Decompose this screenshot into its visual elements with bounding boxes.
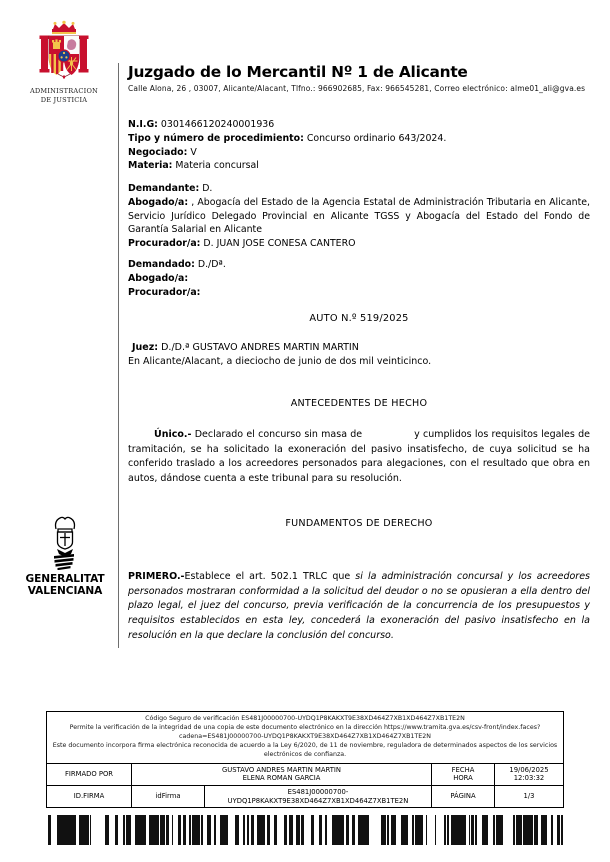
spain-coat-of-arms-icon xyxy=(28,20,100,86)
judge-name: D./D.ª GUSTAVO ANDRES MARTIN MARTIN xyxy=(161,342,359,353)
demandado-abogado-label: Abogado/a: xyxy=(128,272,189,284)
procedure-row xyxy=(128,132,590,146)
court-title: Juzgado de lo Mercantil Nº 1 de Alicante xyxy=(128,63,468,81)
margin-divider xyxy=(118,63,119,648)
nig-value: 0301466120240001936 xyxy=(160,119,275,130)
administracion-de-justicia-emblem xyxy=(22,20,106,104)
judge-block xyxy=(128,341,590,370)
firmado-por-value xyxy=(132,764,432,786)
document-header xyxy=(128,64,590,95)
table-row xyxy=(47,786,563,808)
procedure-value: Concurso ordinario xyxy=(306,132,396,144)
unico-label: Único.- xyxy=(154,429,192,440)
defendant-lawyer-row xyxy=(128,272,590,286)
defendant-block xyxy=(128,258,590,299)
defendant-attorney-row xyxy=(128,286,590,300)
unico-text-after: y cumplidos los requisitos legales de tramitación, se ha solicitado la exoneración del pasivo insatisfecho, de cuya solicitud se ha conferido traslado a los acreedores personados para alegaciones, con el resultado que obra en autos, dándose cuenta a este tribunal para su resolución. xyxy=(128,429,590,485)
id-firma-value xyxy=(205,786,432,808)
generalitat-valenciana-wordmark xyxy=(22,573,108,597)
id-firma-value-1: ES481J00000700- xyxy=(287,788,349,797)
judge-label: Juez: xyxy=(132,342,159,353)
fecha-label: FECHA xyxy=(451,765,475,774)
materia-row xyxy=(128,159,590,173)
demandado-procurador-label: Procurador/a: xyxy=(128,286,201,298)
id-firma-type: idFirma xyxy=(132,786,205,808)
procurador-value: D. JUAN JOSE CONESA CANTERO xyxy=(203,238,356,250)
generalitat-valenciana-icon xyxy=(42,512,88,570)
hora-value: 12:03:32 xyxy=(513,774,545,783)
court-address: Calle Alona, 26 , 03007, Alicante/Alacant, Tlfno.: 966902685, Fax: 966545281, Correo electrónico: alme01_ali@gva.es xyxy=(128,84,586,94)
primero-label: PRIMERO.- xyxy=(128,571,185,582)
case-metadata xyxy=(128,118,590,173)
administracion-justicia-caption xyxy=(22,87,106,104)
demandante-row xyxy=(128,182,590,196)
claimant-block xyxy=(128,182,590,251)
hora-label: HORA xyxy=(453,774,473,783)
demandante-label: Demandante: xyxy=(128,183,200,194)
demandado-value: D./Dª. xyxy=(197,259,226,270)
paragraph-primero xyxy=(128,570,590,644)
section-title-antecedentes: ANTECEDENTES DE HECHO xyxy=(290,398,428,409)
demandado-label: Demandado: xyxy=(128,259,195,270)
negociado-value: V xyxy=(190,146,197,158)
negociado-label: Negociado: xyxy=(128,146,188,158)
id-firma-value-2: UYDQ1P8KAKXT9E38XD464Z7XB1XD464Z7XB1TE2N xyxy=(227,796,409,805)
claimant-attorney-row xyxy=(128,237,590,251)
firmado-por-label: FIRMADO POR xyxy=(47,764,132,786)
negociado-row xyxy=(128,146,590,160)
procedure-number: 643/2024. xyxy=(398,132,447,144)
csv-url-line: Permite la verificación de la integridad de una copia de este documento electrónico en la dirección https://www.tramita.gva.es/csv-front/index.faces?cadena=ES481J00000700-UYDQ1P8KAKXT9E38XD464Z7XB1XD464Z7XB1TE2N xyxy=(69,723,541,740)
materia-label: Materia: xyxy=(128,160,173,172)
demandado-row xyxy=(128,258,590,272)
paragraph-unico xyxy=(128,428,590,487)
caption-line-1: ADMINISTRACION xyxy=(29,87,99,95)
csv-law-line: Este documento incorpora firma electrónica reconocida de acuerdo a la Ley 6/2020, de 11 de noviembre, reguladora de determinados aspectos de los servicios electrónicos de confianza. xyxy=(52,741,558,758)
procedure-label: Tipo y número de procedimiento: xyxy=(128,132,304,144)
id-firma-label: ID.FIRMA xyxy=(47,786,132,808)
gva-line-1: GENERALITAT xyxy=(25,573,105,585)
unico-text-before: Declarado el concurso sin masa de xyxy=(194,429,363,440)
verification-footer xyxy=(46,711,564,808)
abogado-value: , Abogacía del Estado de la Agencia Estatal de Administración Tributaria en Alicante, Servicio Jurídico Delegado Provincial en Alicante TGSS y Abogacía del Estado del Fondo de Garantía Salarial en Alicante xyxy=(128,196,590,236)
section-title-fundamentos: FUNDAMENTOS DE DERECHO xyxy=(285,518,433,529)
signature-table xyxy=(47,764,563,808)
materia-value: Materia concursal xyxy=(175,160,259,172)
demandante-value: D. xyxy=(202,183,213,194)
place-date: En Alicante/Alacant, a dieciocho de junio de dos mil veinticinco. xyxy=(128,356,432,368)
signer-name-2: ELENA ROMAN GARCIA xyxy=(242,774,321,783)
signer-name-1: GUSTAVO ANDRES MARTIN MARTIN xyxy=(221,765,342,774)
fecha-hora-value xyxy=(495,764,564,786)
barcode-icon xyxy=(46,815,564,853)
pagina-value: 1/3 xyxy=(495,786,564,808)
claimant-lawyer-row xyxy=(128,196,590,237)
caption-line-2: DE JUSTICIA xyxy=(40,95,88,104)
auto-number-heading: AUTO N.º 519/2025 xyxy=(309,313,409,324)
csv-code-line: Código Seguro de verificación ES481J00000700-UYDQ1P8KAKXT9E38XD464Z7XB1XD464Z7XB1TE2N xyxy=(145,715,465,722)
csv-note xyxy=(47,712,563,764)
pagina-label: PÁGINA xyxy=(432,786,495,808)
generalitat-valenciana-emblem xyxy=(22,512,108,597)
nig-row xyxy=(128,118,590,132)
fecha-value: 19/06/2025 xyxy=(509,765,549,774)
nig-label: N.I.G: xyxy=(128,119,158,130)
procurador-label: Procurador/a: xyxy=(128,238,201,250)
fecha-hora-label xyxy=(432,764,495,786)
abogado-label: Abogado/a: xyxy=(128,196,189,208)
judge-row xyxy=(128,341,590,355)
primero-text-italic: si la administración concursal y los acreedores personados mostraran conformidad a la solicitud del deudor o no se opusieran a ella dentro del plazo legal, el juez del concurso, previa verificación de la concurrencia de los presupuestos y requisitos establecidos en esta ley, concederá la exoneración del pasivo insatisfecho en la resolución en la que declare la conclusión del concurso. xyxy=(128,571,590,641)
primero-text-before: Establece el art. 502.1 TRLC que xyxy=(184,571,351,582)
table-row xyxy=(47,764,563,786)
gva-line-2: VALENCIANA xyxy=(27,585,103,598)
